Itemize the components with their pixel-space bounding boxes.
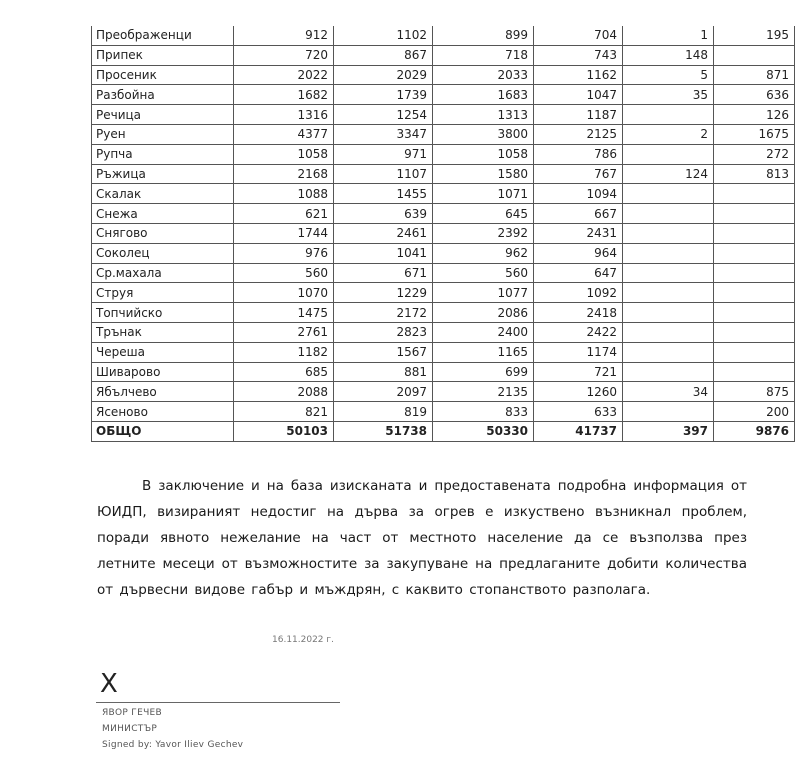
value-cell [623,263,714,283]
value-cell: 41737 [534,421,623,441]
value-cell: 2823 [334,322,433,342]
village-name: Соколец [92,243,234,263]
value-cell: 633 [534,402,623,422]
value-cell [623,105,714,125]
village-name: Череша [92,342,234,362]
value-cell [623,144,714,164]
village-name: Ясеново [92,402,234,422]
value-cell: 704 [534,26,623,45]
value-cell: 1675 [714,124,795,144]
value-cell: 1682 [234,85,334,105]
value-cell: 821 [234,402,334,422]
value-cell: 1102 [334,26,433,45]
value-cell: 1580 [433,164,534,184]
value-cell: 720 [234,45,334,65]
value-cell: 148 [623,45,714,65]
data-table [91,26,795,442]
value-cell: 200 [714,402,795,422]
table-row [92,223,795,243]
value-cell: 397 [623,421,714,441]
value-cell: 560 [433,263,534,283]
value-cell: 1058 [433,144,534,164]
village-name: Скалак [92,184,234,204]
value-cell: 1094 [534,184,623,204]
value-cell [623,223,714,243]
value-cell: 962 [433,243,534,263]
signer-role: МИНИСТЪР [102,724,158,734]
value-cell [623,342,714,362]
value-cell: 2022 [234,65,334,85]
value-cell: 2097 [334,382,433,402]
value-cell: 1567 [334,342,433,362]
value-cell: 1182 [234,342,334,362]
value-cell: 1107 [334,164,433,184]
value-cell: 685 [234,362,334,382]
value-cell: 2461 [334,223,433,243]
table-row [92,124,795,144]
value-cell: 50103 [234,421,334,441]
value-cell [623,204,714,224]
value-cell [623,184,714,204]
value-cell: 1316 [234,105,334,125]
value-cell: 2029 [334,65,433,85]
value-cell: 867 [334,45,433,65]
table-row [92,26,795,45]
value-cell: 1165 [433,342,534,362]
value-cell: 721 [534,362,623,382]
value-cell: 971 [334,144,433,164]
value-cell: 1744 [234,223,334,243]
value-cell: 272 [714,144,795,164]
table-row [92,85,795,105]
value-cell: 2172 [334,303,433,323]
value-cell: 1071 [433,184,534,204]
value-cell: 560 [234,263,334,283]
value-cell: 2422 [534,322,623,342]
value-cell: 743 [534,45,623,65]
value-cell: 2761 [234,322,334,342]
value-cell [714,184,795,204]
value-cell: 899 [433,26,534,45]
table-row [92,402,795,422]
value-cell: 2392 [433,223,534,243]
value-cell: 833 [433,402,534,422]
value-cell: 1162 [534,65,623,85]
value-cell [714,243,795,263]
value-cell: 1174 [534,342,623,362]
value-cell: 2135 [433,382,534,402]
signature-mark: X [100,669,118,699]
value-cell: 964 [534,243,623,263]
total-label: ОБЩО [92,421,234,441]
value-cell: 667 [534,204,623,224]
value-cell: 871 [714,65,795,85]
village-name: Ябълчево [92,382,234,402]
value-cell [623,283,714,303]
signed-by-text: Signed by: Yavor Iliev Gechev [102,740,244,750]
table-total-row [92,421,795,441]
value-cell [623,322,714,342]
table-row [92,382,795,402]
value-cell: 51738 [334,421,433,441]
signature-date: 16.11.2022 г. [272,635,334,645]
village-name: Припек [92,45,234,65]
table-row [92,164,795,184]
value-cell [714,263,795,283]
value-cell: 639 [334,204,433,224]
value-cell: 813 [714,164,795,184]
conclusion-paragraph: В заключение и на база изисканата и предоставената подробна информация от ЮИДП, визираният недостиг на дърва за огрев е изкуствено възникнал проблем, поради явното нежелание на част от местното население да се възползва през летните месеци от възможностите за закупуване на предлаганите добити количества от дървесни видове габър и мъждрян, с каквито стопанството разполага. [97,477,747,598]
value-cell: 671 [334,263,433,283]
value-cell: 718 [433,45,534,65]
village-name: Ръжица [92,164,234,184]
table-row [92,65,795,85]
value-cell: 1313 [433,105,534,125]
village-name: Просеник [92,65,234,85]
value-cell: 2086 [433,303,534,323]
value-cell: 3800 [433,124,534,144]
value-cell: 647 [534,263,623,283]
table-row [92,243,795,263]
value-cell: 1683 [433,85,534,105]
table-row [92,322,795,342]
table-row [92,283,795,303]
value-cell: 1070 [234,283,334,303]
value-cell: 1088 [234,184,334,204]
table-row [92,105,795,125]
value-cell: 2033 [433,65,534,85]
value-cell: 1739 [334,85,433,105]
value-cell: 1187 [534,105,623,125]
village-name: Ср.махала [92,263,234,283]
value-cell: 34 [623,382,714,402]
value-cell: 1475 [234,303,334,323]
value-cell [714,303,795,323]
village-name: Трънак [92,322,234,342]
value-cell: 195 [714,26,795,45]
village-name: Рупча [92,144,234,164]
value-cell: 881 [334,362,433,382]
value-cell: 767 [534,164,623,184]
table-row [92,204,795,224]
value-cell [714,283,795,303]
value-cell [623,402,714,422]
value-cell: 1047 [534,85,623,105]
value-cell: 5 [623,65,714,85]
value-cell: 2088 [234,382,334,402]
table-row [92,45,795,65]
value-cell: 50330 [433,421,534,441]
value-cell: 1058 [234,144,334,164]
value-cell [623,362,714,382]
value-cell: 124 [623,164,714,184]
value-cell: 1092 [534,283,623,303]
value-cell: 35 [623,85,714,105]
value-cell: 912 [234,26,334,45]
value-cell: 1260 [534,382,623,402]
village-name: Речица [92,105,234,125]
table-row [92,184,795,204]
value-cell: 786 [534,144,623,164]
value-cell: 4377 [234,124,334,144]
value-cell [714,45,795,65]
value-cell: 2125 [534,124,623,144]
table-row [92,144,795,164]
value-cell: 2418 [534,303,623,323]
value-cell: 1229 [334,283,433,303]
value-cell: 9876 [714,421,795,441]
value-cell: 2 [623,124,714,144]
value-cell [714,322,795,342]
value-cell: 636 [714,85,795,105]
value-cell: 875 [714,382,795,402]
village-name: Снежа [92,204,234,224]
table-row [92,263,795,283]
value-cell: 126 [714,105,795,125]
village-name: Разбойна [92,85,234,105]
value-cell [714,362,795,382]
value-cell: 1254 [334,105,433,125]
signature-line [96,702,340,703]
value-cell: 1041 [334,243,433,263]
value-cell: 621 [234,204,334,224]
value-cell [714,204,795,224]
table-row [92,303,795,323]
value-cell [714,223,795,243]
village-name: Шиварово [92,362,234,382]
value-cell: 699 [433,362,534,382]
value-cell: 1077 [433,283,534,303]
village-name: Струя [92,283,234,303]
value-cell: 2400 [433,322,534,342]
value-cell [714,342,795,362]
value-cell: 1455 [334,184,433,204]
table-row [92,342,795,362]
value-cell: 1 [623,26,714,45]
village-name: Преображенци [92,26,234,45]
value-cell: 2168 [234,164,334,184]
value-cell [623,243,714,263]
village-name: Топчийско [92,303,234,323]
value-cell: 2431 [534,223,623,243]
table-body [92,26,795,441]
value-cell: 819 [334,402,433,422]
value-cell: 3347 [334,124,433,144]
table-row [92,362,795,382]
value-cell [623,303,714,323]
value-cell: 976 [234,243,334,263]
village-name: Руен [92,124,234,144]
value-cell: 645 [433,204,534,224]
signer-name: ЯВОР ГЕЧЕВ [102,708,163,718]
village-name: Снягово [92,223,234,243]
